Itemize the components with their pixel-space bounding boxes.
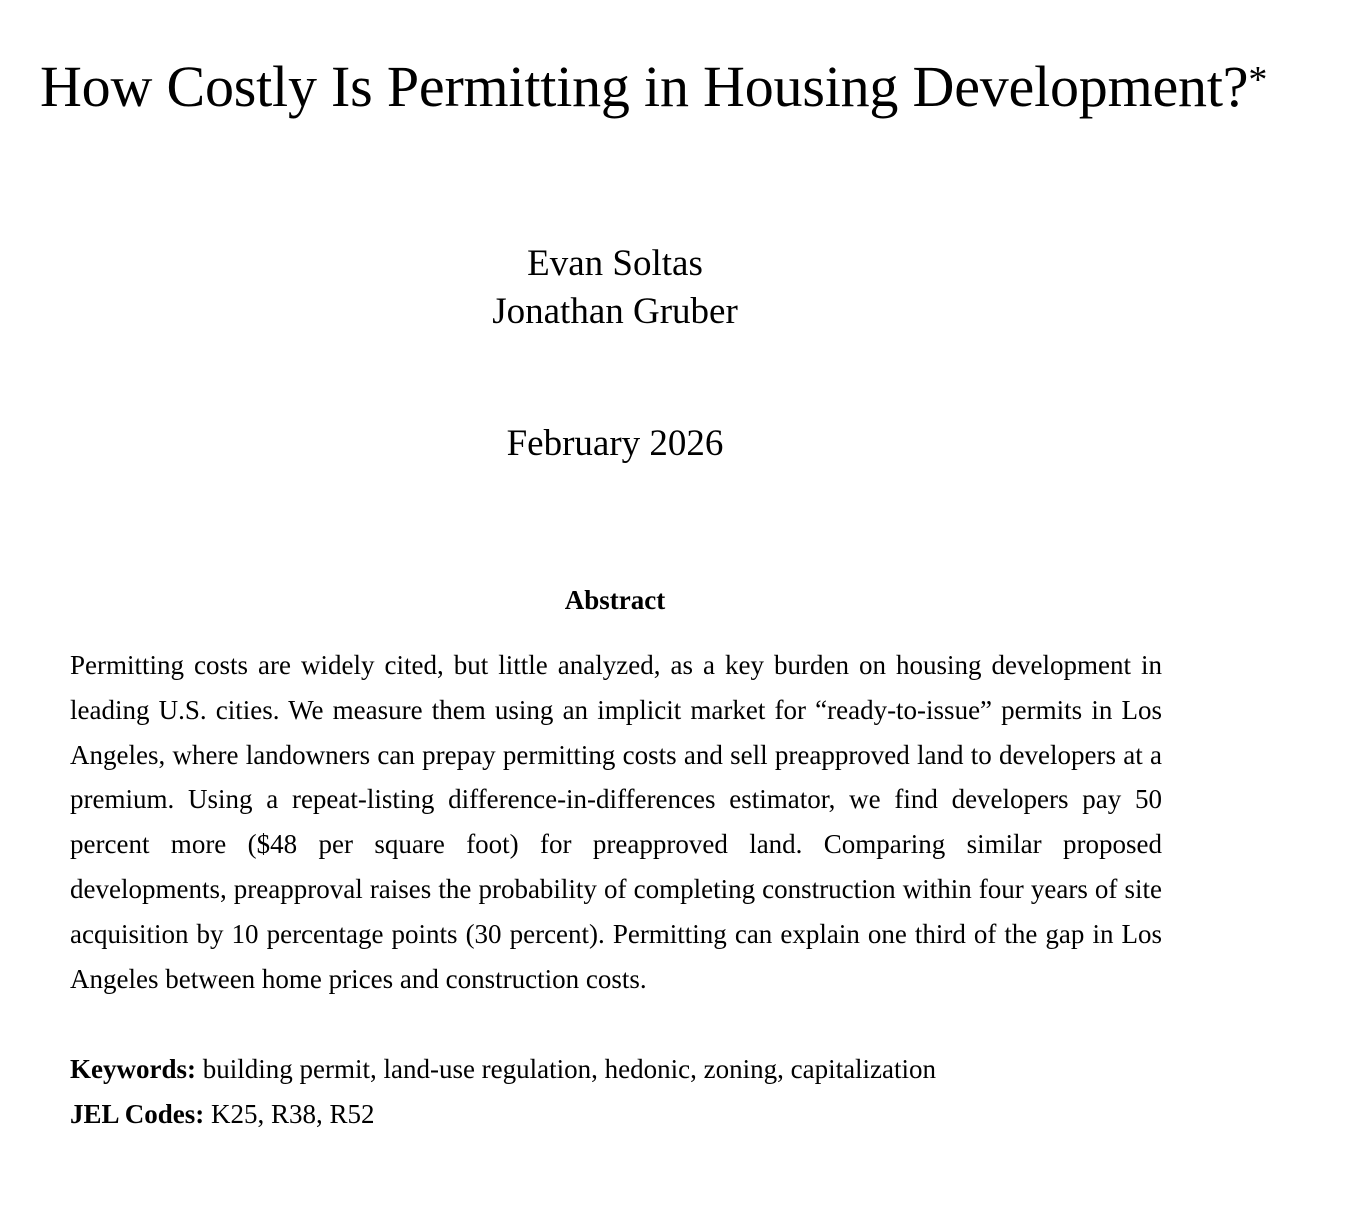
jel-codes-value: K25, R38, R52 (211, 1098, 375, 1129)
abstract-heading: Abstract (564, 585, 666, 615)
author-name: Evan Soltas (527, 243, 703, 284)
abstract-text: Permitting costs are widely cited, but little analyzed, as a key burden on housing development in leading U.S. cities. We measure them using an implicit market for “ready-to-issue” permits in Los Angeles, where landowners can prepay permitting costs and sell preapproved land to developers at a premium. Using a repeat-listing difference-in-differences estimator, we find developers pay 50 percent more ($48 per square foot) for preapproved land. Comparing similar proposed developments, preapproval raises the probability of completing construction within four years of site acquisition by 10 percentage points (30 percent). Permitting can explain one third of the gap in Los Angeles between home prices and construction costs. (70, 650, 1162, 994)
author-name: Jonathan Gruber (492, 291, 738, 332)
paper-title-text: How Costly Is Permitting in Housing Development? (40, 54, 1249, 119)
keywords-value: building permit, land-use regulation, hedonic, zoning, capitalization (202, 1054, 937, 1084)
publication-date: February 2026 (506, 423, 724, 464)
author-list (0, 240, 1230, 336)
jel-codes-label: JEL Codes: (70, 1098, 205, 1129)
keywords-label: Keywords: (70, 1054, 196, 1084)
title-footnote-mark[interactable]: * (1248, 59, 1268, 101)
paper-title (40, 52, 1267, 122)
jel-codes-line (70, 1092, 936, 1137)
keywords-line (70, 1047, 936, 1092)
paper-metadata (70, 1047, 936, 1137)
